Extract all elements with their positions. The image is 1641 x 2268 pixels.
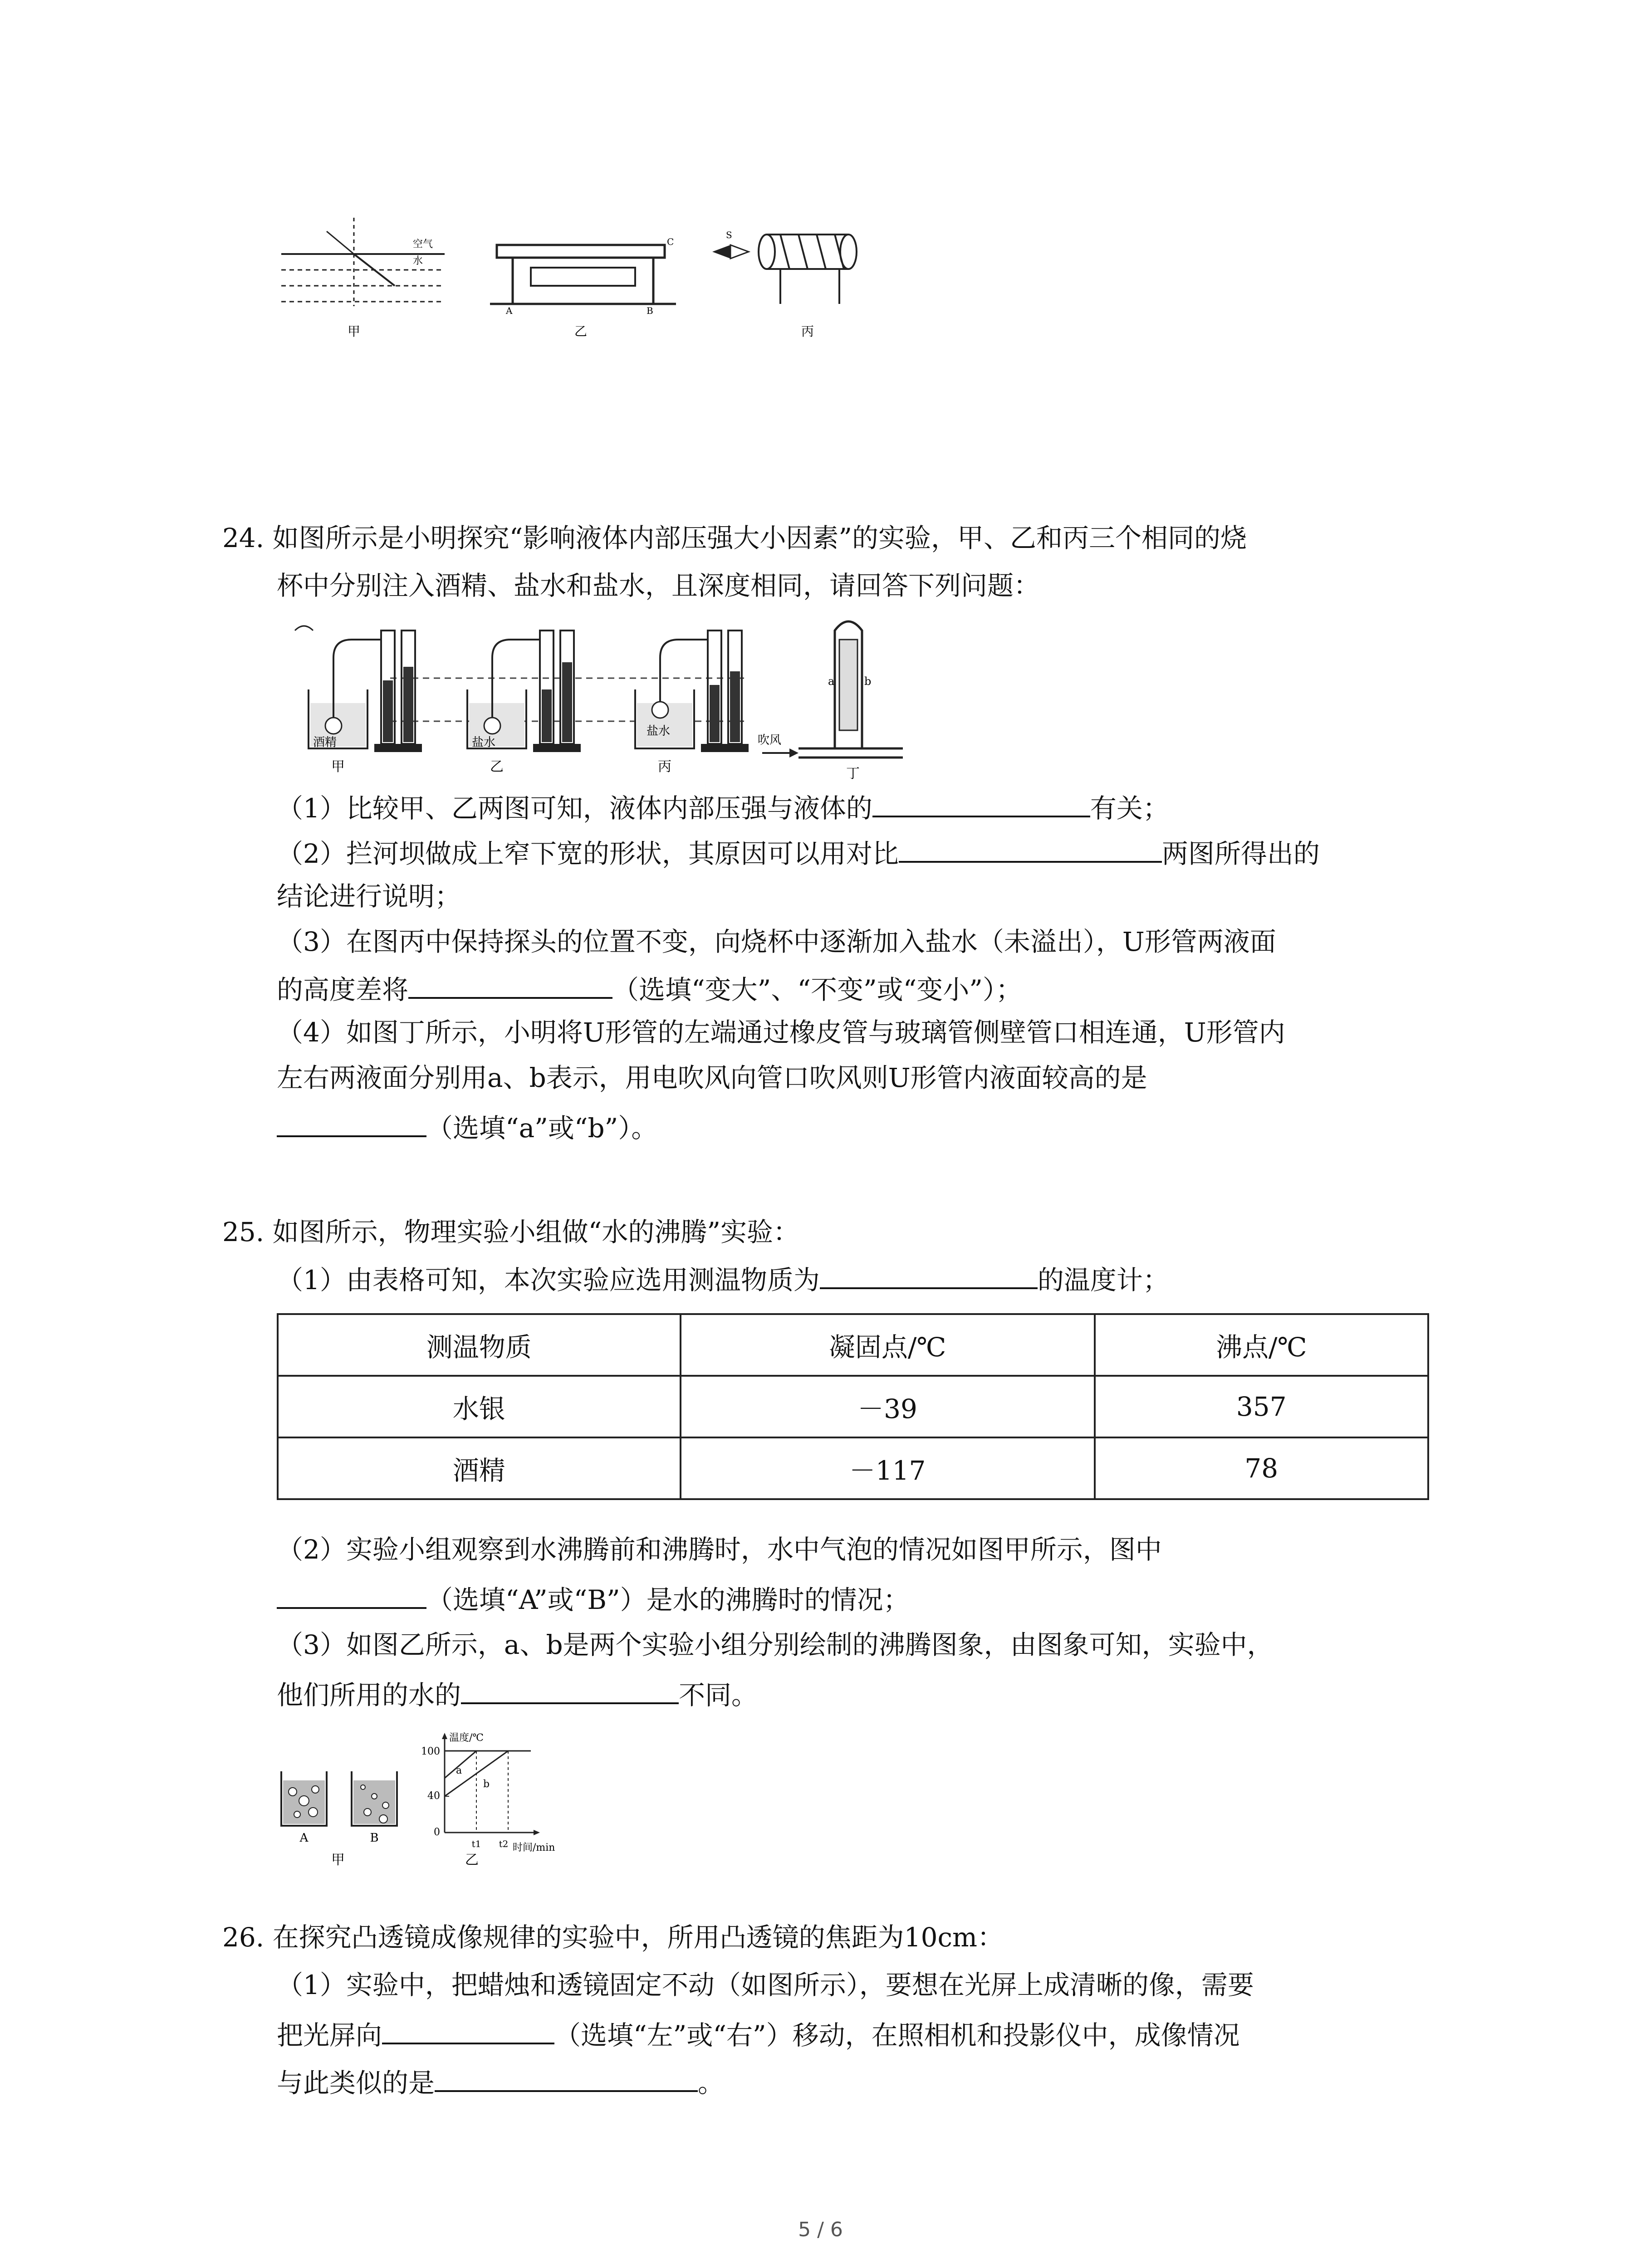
q26-part1-answer <box>277 2064 724 2099</box>
q24-part2-text-b: 两图所得出的 <box>1161 838 1320 869</box>
top-figure-drawing <box>277 213 903 345</box>
q24-part4-answer <box>277 1109 657 1144</box>
graph-xlabel: 时间/min <box>513 1842 555 1853</box>
q25-part2: （2）实验小组观察到水沸腾前和沸腾时，水中气泡的情况如图甲所示，图中 <box>277 1534 1162 1565</box>
top-figure <box>277 213 903 345</box>
fig-jia-label: 甲 <box>347 324 361 339</box>
q24-part4-text-c: （选填“a”或“b”）。 <box>426 1113 658 1144</box>
table-cell: －117 <box>681 1437 1095 1499</box>
q24-part2 <box>277 835 1320 870</box>
q25-part3-text-b: 他们所用的水的 <box>277 1680 461 1711</box>
q26-part1-text-c: （选填“左”或“右”）移动，在照相机和投影仪中，成像情况 <box>554 2020 1240 2051</box>
q24-figure <box>277 612 912 785</box>
q24-part3-text-c: （选填“变大”、“不变”或“变小”）； <box>612 974 1022 1005</box>
table-row <box>278 1376 1428 1437</box>
table-header: 沸点/℃ <box>1095 1314 1428 1376</box>
q24-part3-cont <box>277 971 1022 1006</box>
graph-ylabel: 温度/℃ <box>449 1732 484 1744</box>
beaker-b-label: B <box>370 1831 379 1845</box>
q26-stem: 26. 在探究凸透镜成像规律的实验中，所用凸透镜的焦距为10cm： <box>222 1922 1004 1953</box>
fig-jia-label-q25: 甲 <box>331 1852 345 1868</box>
q25-figure <box>277 1728 603 1878</box>
q24-part2-cont: 结论进行说明； <box>277 881 461 912</box>
apparatus-yi <box>467 631 581 775</box>
water-label: 水 <box>413 255 423 267</box>
tube-b-label: b <box>864 675 872 688</box>
liquid-label-bing: 盐水 <box>647 724 671 738</box>
q25-part3: （3）如图乙所示，a、b是两个实验小组分别绘制的沸腾图象，由图象可知，实验中， <box>277 1629 1274 1660</box>
magnet-s-label: S <box>726 230 732 240</box>
page-number: 5 / 6 <box>798 2218 843 2241</box>
graph-line-a-label: a <box>456 1765 462 1776</box>
air-label: 空气 <box>413 239 433 250</box>
liquid-label-jia: 酒精 <box>313 736 337 749</box>
q24-part4-cont: 左右两液面分别用a、b表示，用电吹风向管口吹风则U形管内液面较高的是 <box>277 1062 1147 1093</box>
table-header: 测温物质 <box>278 1314 681 1376</box>
q26-part1-text-e: 。 <box>698 2068 725 2098</box>
q24-part1-text-a: （1）比较甲、乙两图可知，液体内部压强与液体的 <box>277 793 872 824</box>
thermometer-table <box>277 1313 1429 1500</box>
q24-stem-line1: 24. 如图所示是小明探究“影响液体内部压强大小因素”的实验，甲、乙和丙三个相同的烧 <box>222 523 1247 553</box>
fig-jia-label-q24: 甲 <box>331 759 345 775</box>
q25-part1-text-b: 的温度计； <box>1037 1265 1169 1295</box>
q24-part2-text-a: （2）拦河坝做成上窄下宽的形状，其原因可以用对比 <box>277 838 899 869</box>
table-header: 凝固点/℃ <box>681 1314 1095 1376</box>
beaker-a <box>281 1771 327 1845</box>
q24-blank2[interactable] <box>899 835 1162 863</box>
pipe-b-label: B <box>647 305 653 316</box>
blow-label: 吹风 <box>758 733 782 747</box>
q24-part1 <box>277 789 1169 825</box>
table-row <box>278 1437 1428 1499</box>
graph-line-b-label: b <box>483 1779 490 1790</box>
graph-xtick-t1: t1 <box>471 1838 481 1849</box>
fig-yi-label-q24: 乙 <box>490 759 504 775</box>
table-cell: 酒精 <box>278 1437 681 1499</box>
fig-bing-label-q24: 丙 <box>658 759 671 775</box>
table-header-row <box>278 1314 1428 1376</box>
q25-part3-cont <box>277 1676 758 1711</box>
fig-bing-label: 丙 <box>801 324 814 339</box>
tube-a-label: a <box>828 675 835 688</box>
q25-part3-text-c: 不同。 <box>679 1680 758 1711</box>
beaker-b <box>352 1771 397 1845</box>
pipe-a-label: A <box>506 305 513 316</box>
q24-blank3[interactable] <box>408 971 612 999</box>
q24-part1-text-b: 有关； <box>1090 793 1169 824</box>
q25-part2-answer <box>277 1581 910 1616</box>
fig-yi-label: 乙 <box>574 324 588 339</box>
q26-part1: （1）实验中，把蜡烛和透镜固定不动（如图所示），要想在光屏上成清晰的像，需要 <box>277 1970 1254 2000</box>
q24-part3-text-b: 的高度差将 <box>277 974 409 1005</box>
apparatus-bing <box>635 631 749 775</box>
q24-stem-line2: 杯中分别注入酒精、盐水和盐水，且深度相同，请回答下列问题： <box>277 570 1040 601</box>
graph-xtick-t2: t2 <box>499 1838 509 1849</box>
q25-part1-text-a: （1）由表格可知，本次实验应选用测温物质为 <box>277 1265 820 1295</box>
q25-blank3[interactable] <box>461 1676 679 1704</box>
fig-yi-label-q25: 乙 <box>465 1852 479 1868</box>
q24-blank1[interactable] <box>872 789 1090 817</box>
q26-part1-cont <box>277 2016 1240 2052</box>
q26-part1-text-b: 把光屏向 <box>277 2020 382 2051</box>
q25-blank1[interactable] <box>820 1261 1038 1289</box>
q25-part2-text-b: （选填“A”或“B”）是水的沸腾时的情况； <box>426 1584 910 1615</box>
q25-stem: 25. 如图所示，物理实验小组做“水的沸腾”实验： <box>222 1217 799 1247</box>
table-cell: 水银 <box>278 1376 681 1437</box>
graph-ytick-100: 100 <box>421 1746 440 1757</box>
q24-part4: （4）如图丁所示，小明将U形管的左端通过橡皮管与玻璃管侧壁管口相连通，U形管内 <box>277 1017 1285 1048</box>
q24-figure-drawing <box>277 612 912 785</box>
table-cell: 357 <box>1095 1376 1428 1437</box>
q26-blank1[interactable] <box>382 2016 554 2044</box>
liquid-label-yi: 盐水 <box>472 736 496 749</box>
boiling-graph <box>421 1732 555 1868</box>
beaker-a-label: A <box>299 1831 309 1845</box>
q24-blank4[interactable] <box>277 1109 426 1137</box>
q26-blank2[interactable] <box>435 2064 698 2092</box>
q25-blank2[interactable] <box>277 1581 426 1609</box>
fig-ding-label-q24: 丁 <box>846 766 860 782</box>
q25-figure-drawing <box>277 1728 603 1878</box>
apparatus-ding <box>758 621 903 782</box>
apparatus-jia <box>295 626 422 775</box>
q24-part3: （3）在图丙中保持探头的位置不变，向烧杯中逐渐加入盐水（未溢出），U形管两液面 <box>277 926 1276 957</box>
graph-ytick-40: 40 <box>427 1790 440 1802</box>
pipe-c-label: C <box>667 236 674 247</box>
q26-part1-text-d: 与此类似的是 <box>277 2068 435 2098</box>
graph-ytick-0: 0 <box>434 1827 440 1838</box>
table-cell: －39 <box>681 1376 1095 1437</box>
table-cell: 78 <box>1095 1437 1428 1499</box>
q25-part1 <box>277 1261 1169 1296</box>
